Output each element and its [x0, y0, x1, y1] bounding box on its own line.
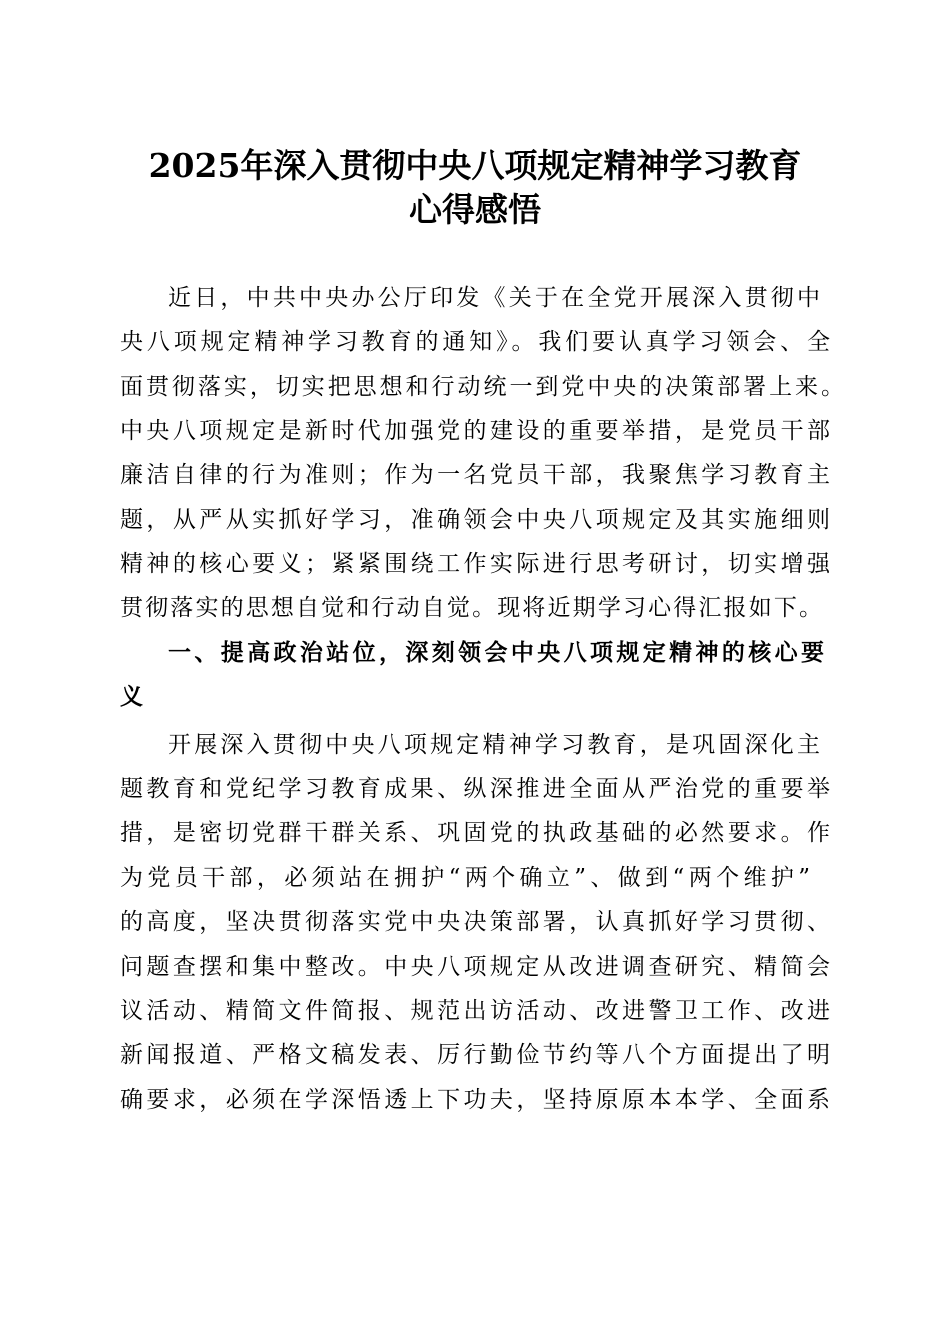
document-title-line-1: 2025年深入贯彻中央八项规定精神学习教育	[148, 146, 802, 185]
paragraph-2-line: 为党员干部，必须站在拥护“两个确立”、做到“两个维护”	[120, 865, 810, 891]
paragraph-1-line: 面贯彻落实，切实把思想和行动统一到党中央的决策部署上来。	[120, 374, 844, 400]
paragraph-2-line: 议活动、精简文件简报、规范出访活动、改进警卫工作、改进	[120, 998, 830, 1024]
section-heading-1-line: 一、提高政治站位，深刻领会中央八项规定精神的核心要	[168, 640, 824, 666]
paragraph-2-line: 开展深入贯彻中央八项规定精神学习教育，是巩固深化主	[168, 732, 820, 758]
paragraph-1-line: 精神的核心要义；紧紧围绕工作实际进行思考研讨，切实增强	[120, 551, 830, 577]
paragraph-2-line: 的高度，坚决贯彻落实党中央决策部署，认真抓好学习贯彻、	[120, 909, 830, 935]
paragraph-1-line: 近日，中共中央办公厅印发《关于在全党开展深入贯彻中	[168, 285, 820, 311]
section-heading-1-line: 义	[120, 684, 143, 710]
paragraph-1-line: 中央八项规定是新时代加强党的建设的重要举措，是党员干部	[120, 418, 830, 444]
paragraph-2-line: 新闻报道、严格文稿发表、厉行勤俭节约等八个方面提出了明	[120, 1042, 830, 1068]
paragraph-1-line: 题，从严从实抓好学习，准确领会中央八项规定及其实施细则	[120, 507, 830, 533]
paragraph-2-line: 题教育和党纪学习教育成果、纵深推进全面从严治党的重要举	[120, 776, 830, 802]
document-title-line-2: 心得感悟	[409, 190, 541, 229]
paragraph-1-line: 贯彻落实的思想自觉和行动自觉。现将近期学习心得汇报如下。	[120, 595, 822, 621]
paragraph-2-line: 措，是密切党群干群关系、巩固党的执政基础的必然要求。作	[120, 820, 830, 846]
paragraph-2-line: 确要求，必须在学深悟透上下功夫，坚持原原本本学、全面系	[120, 1087, 830, 1113]
paragraph-1-line: 央八项规定精神学习教育的通知》。我们要认真学习领会、全	[120, 329, 830, 355]
paragraph-2-line: 问题查摆和集中整改。中央八项规定从改进调查研究、精简会	[120, 954, 830, 980]
paragraph-1-line: 廉洁自律的行为准则；作为一名党员干部，我聚焦学习教育主	[120, 462, 830, 488]
